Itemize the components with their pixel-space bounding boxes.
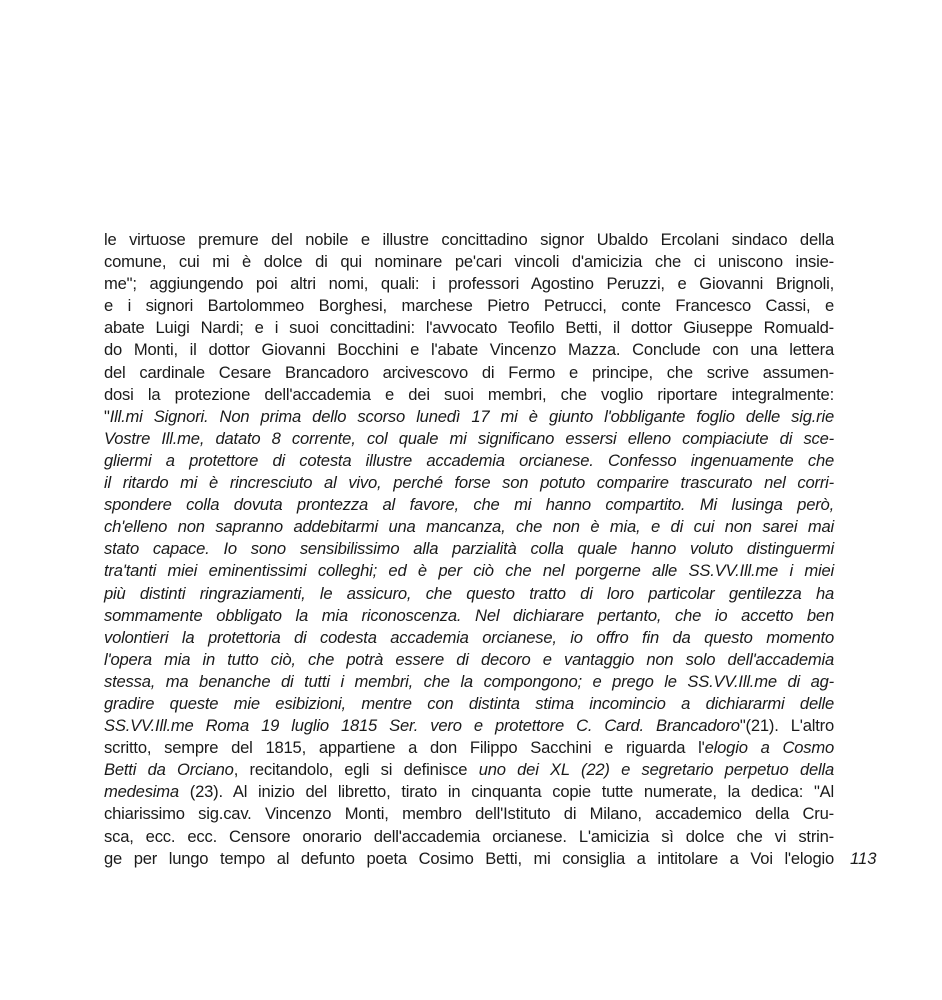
text-segment: scritto, sempre del 1815, appartiene a don Filippo Sacchini e riguarda l' [104, 738, 705, 758]
text-line [104, 295, 834, 317]
text-segment: chiarissimo sig.cav. Vincenzo Monti, membro dell'Istituto di Milano, accademico della Cru- [104, 804, 834, 824]
italic-text-segment: gliermi a protettore di cotesta illustre accademia orcianese. Confesso ingenuamente che [104, 450, 834, 470]
italic-text-segment: stessa, ma benanche di tutti i membri, che la compongono; e prego le SS.VV.Ill.me di ag- [104, 671, 834, 691]
text-line [104, 339, 834, 361]
text-segment: "(21). L'altro [739, 716, 835, 736]
text-line [104, 759, 834, 781]
text-line [104, 384, 834, 406]
text-line [104, 781, 834, 803]
text-line [104, 406, 834, 428]
text-line [104, 428, 834, 450]
text-segment: (23). Al inizio del libretto, tirato in cinquanta copie tutte numerate, la dedica: "Al [178, 782, 834, 802]
text-segment: dosi la protezione dell'accademia e dei suoi membri, che voglio riportare integralmente: [104, 384, 834, 404]
text-line [104, 450, 834, 472]
italic-text-segment: Ill.mi Signori. Non prima dello scorso lunedì 17 mi è giunto l'obbligante foglio delle sig.rie [109, 406, 834, 426]
text-line [104, 583, 834, 605]
text-segment: le virtuose premure del nobile e illustre concittadino signor Ubaldo Ercolani sindaco della [104, 230, 834, 249]
italic-text-segment: Betti da Orciano [104, 760, 234, 780]
text-segment: , recitandolo, egli si definisce [233, 760, 479, 780]
body-text [104, 229, 834, 870]
italic-text-segment: uno dei XL (22) e segretario perpetuo della [478, 760, 835, 780]
text-line [104, 560, 834, 582]
italic-text-segment: ch'elleno non sapranno addebitarmi una mancanza, che non è mia, e di cui non sarei mai [104, 517, 834, 537]
page-number: 113 [850, 849, 877, 868]
italic-text-segment: volontieri la protettoria di codesta accademia orcianese, io offro fin da questo momento [104, 627, 834, 647]
text-line [104, 627, 834, 649]
italic-text-segment: elogio a Cosmo [704, 738, 835, 758]
text-line [104, 649, 834, 671]
text-segment: me"; aggiungendo poi altri nomi, quali: i professori Agostino Peruzzi, e Giovanni Brignoli, [104, 274, 834, 294]
text-line [104, 671, 834, 693]
text-segment: do Monti, il dottor Giovanni Bocchini e l'abate Vincenzo Mazza. Conclude con una lettera [104, 340, 834, 360]
text-line [104, 605, 834, 627]
italic-text-segment: l'opera mia in tutto ciò, che potrà essere di decoro e vantaggio non solo dell'accademia [104, 649, 834, 669]
text-segment: e i signori Bartolommeo Borghesi, marchese Pietro Petrucci, conte Francesco Cassi, e [104, 296, 834, 316]
text-segment: " [104, 406, 110, 426]
text-line [104, 362, 834, 384]
text-segment: del cardinale Cesare Brancadoro arcivescovo di Fermo e principe, che scrive assumen- [104, 362, 834, 382]
text-line [104, 273, 834, 295]
text-line [104, 826, 834, 848]
italic-text-segment: il ritardo mi è rincresciuto al vivo, perché forse son potuto comparire trascurato nel corri- [104, 473, 834, 493]
text-line [104, 693, 834, 715]
italic-text-segment: Vostre Ill.me, datato 8 corrente, col quale mi significano essersi elleno compiaciute di sce- [104, 428, 834, 448]
text-line [104, 516, 834, 538]
italic-text-segment: medesima [104, 782, 179, 802]
text-line [104, 229, 834, 251]
text-segment: sca, ecc. ecc. Censore onorario dell'accademia orcianese. L'amicizia sì dolce che vi strin- [104, 826, 834, 846]
text-segment: comune, cui mi è dolce di qui nominare pe'cari vincoli d'amicizia che ci uniscono insie- [104, 252, 834, 272]
text-segment: ge per lungo tempo al defunto poeta Cosimo Betti, mi consiglia a intitolare a Voi l'elogio [104, 848, 834, 868]
italic-text-segment: stato capace. Io sono sensibilissimo alla parzialità colla quale hanno voluto distinguermi [104, 539, 834, 559]
text-line [104, 472, 834, 494]
text-line [104, 317, 834, 339]
text-line [104, 848, 834, 870]
italic-text-segment: più distinti ringraziamenti, le assicuro, che questo tratto di loro particolar gentilezza ha [104, 583, 834, 603]
text-line [104, 803, 834, 825]
italic-text-segment: tra'tanti miei eminentissimi colleghi; ed è per ciò che nel porgerne alle SS.VV.Ill.me i miei [104, 561, 834, 581]
text-line [104, 715, 834, 737]
italic-text-segment: SS.VV.Ill.me Roma 19 luglio 1815 Ser. vero e protettore C. Card. Brancadoro [104, 716, 740, 736]
text-line [104, 251, 834, 273]
italic-text-segment: spondere colla dovuta prontezza al favore, che mi hanno compartito. Mi lusinga però, [104, 495, 834, 515]
italic-text-segment: gradire queste mie esibizioni, mentre con distinta stima incomincio a dichiararmi delle [104, 693, 834, 713]
italic-text-segment: sommamente obbligato la mia riconoscenza. Nel dichiarare pertanto, che io accetto ben [104, 605, 834, 625]
text-line [104, 737, 834, 759]
text-line [104, 494, 834, 516]
text-line [104, 538, 834, 560]
text-segment: abate Luigi Nardi; e i suoi concittadini: l'avvocato Teofilo Betti, il dottor Giuseppe Romuald- [104, 318, 834, 338]
